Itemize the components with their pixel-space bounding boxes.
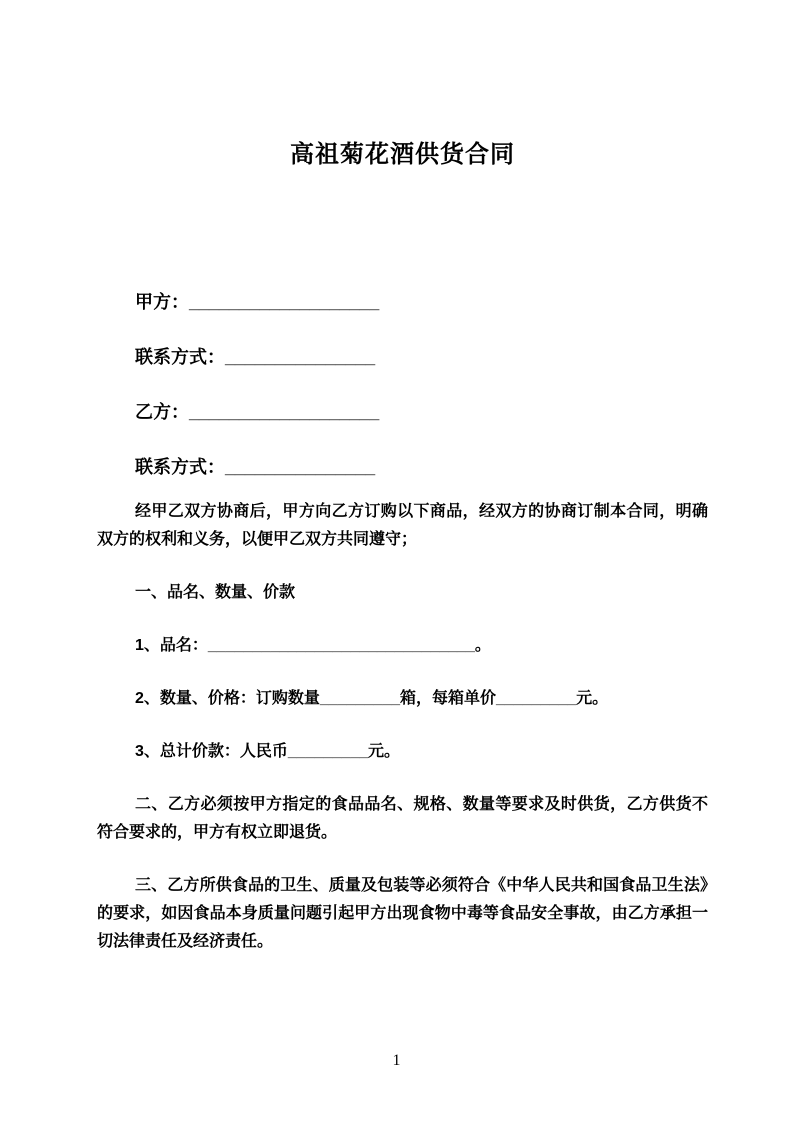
clause-three-paragraph: 三、乙方所供食品的卫生、质量及包装等必须符合《中华人民共和国食品卫生法》的要求，如因食品本身质量问题引起甲方出现食物中毒等食品安全事故，由乙方承担一切法律责任及经济责任。 (97, 877, 708, 950)
page-number: 1 (392, 1052, 401, 1069)
item-product-name: 1、品名：______________________________。 (135, 637, 491, 654)
item-quantity-price: 2、数量、价格：订购数量_________箱，每箱单价_________元。 (135, 690, 609, 707)
intro-paragraph: 经甲乙双方协商后，甲方向乙方订购以下商品，经双方的协商订制本合同，明确双方的权利和义务，以便甲乙双方共同遵守； (97, 503, 708, 548)
section-one-heading: 一、品名、数量、价款 (135, 584, 296, 601)
field-party-a: 甲方：___________________ (135, 292, 380, 312)
field-party-b-contact: 联系方式：_______________ (135, 457, 376, 477)
clause-two-paragraph: 二、乙方必须按甲方指定的食品品名、规格、数量等要求及时供货，乙方供货不符合要求的，甲方有权立即退货。 (97, 796, 708, 841)
field-party-a-contact: 联系方式：_______________ (135, 347, 376, 367)
party-fields-block (97, 292, 708, 477)
item-total-price: 3、总计价款：人民币_________元。 (135, 743, 400, 760)
document-title: 高祖菊花酒供货合同 (290, 141, 515, 168)
field-party-b: 乙方：___________________ (135, 402, 380, 422)
